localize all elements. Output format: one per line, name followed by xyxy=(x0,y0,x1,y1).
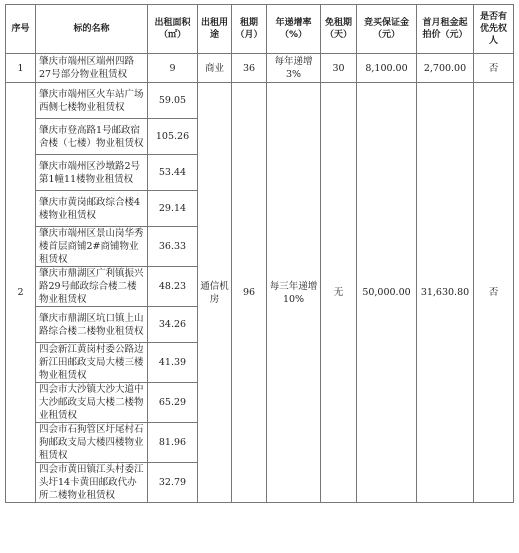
sub-item-area: 59.05 xyxy=(148,83,198,119)
header-start-price: 首月租金起拍价（元） xyxy=(417,5,474,54)
sub-item-name: 四会市黄田镇江头村委江头圩14卡黄田邮政代办所二楼物业租赁权 xyxy=(36,463,148,503)
sub-item-name: 肇庆市端州区沙墩路2号第1幢11楼物业租赁权 xyxy=(36,155,148,191)
row-free: 30 xyxy=(321,54,357,83)
row-start-price: 31,630.80 xyxy=(417,83,474,503)
table-row xyxy=(6,54,514,83)
header-increase: 年递增率（%） xyxy=(267,5,321,54)
header-free: 免租期（天） xyxy=(321,5,357,54)
sub-item-name: 肇庆市黄岗邮政综合楼4楼物业租赁权 xyxy=(36,191,148,227)
sub-item-area: 53.44 xyxy=(148,155,198,191)
row-increase: 每年递增3% xyxy=(267,54,321,83)
header-priority: 是否有优先权人 xyxy=(474,5,514,54)
sub-item-area: 32.79 xyxy=(148,463,198,503)
header-seq: 序号 xyxy=(6,5,36,54)
sub-item-name: 肇庆市鼎湖区广利镇振兴路29号邮政综合楼二楼物业租赁权 xyxy=(36,267,148,307)
header-area: 出租面积（㎡） xyxy=(148,5,198,54)
header-row xyxy=(6,5,514,54)
header-deposit: 竞买保证金（元） xyxy=(357,5,417,54)
row-increase: 每三年递增10% xyxy=(267,83,321,503)
header-term: 租期（月） xyxy=(232,5,267,54)
sub-item-area: 34.26 xyxy=(148,307,198,343)
sub-item-area: 105.26 xyxy=(148,119,198,155)
sub-item-name: 四会市大沙镇大沙大道中大沙邮政支局大楼二楼物业租赁权 xyxy=(36,383,148,423)
sub-item-name: 四会市石狗管区圩尾村石狗邮政支局大楼四楼物业租赁权 xyxy=(36,423,148,463)
row-priority: 否 xyxy=(474,54,514,83)
row-start-price: 2,700.00 xyxy=(417,54,474,83)
row-use: 通信机房 xyxy=(198,83,232,503)
sub-item-name: 肇庆市端州区景山岗华秀楼首层商铺2#商铺物业租赁权 xyxy=(36,227,148,267)
row-seq: 2 xyxy=(6,83,36,503)
sub-item-name: 四会新江黄岗村委公路边新江田邮政支局大楼三楼物业租赁权 xyxy=(36,343,148,383)
row-term: 36 xyxy=(232,54,267,83)
row-free: 无 xyxy=(321,83,357,503)
sub-item-name: 肇庆市鼎湖区坑口镇上山路综合楼二楼物业租赁权 xyxy=(36,307,148,343)
auction-table-page xyxy=(5,4,513,549)
sub-item-name: 肇庆市端州区火车站广场西侧七楼物业租赁权 xyxy=(36,83,148,119)
header-name: 标的名称 xyxy=(36,5,148,54)
row-deposit: 50,000.00 xyxy=(357,83,417,503)
sub-item-area: 81.96 xyxy=(148,423,198,463)
sub-item-area: 48.23 xyxy=(148,267,198,307)
row-deposit: 8,100.00 xyxy=(357,54,417,83)
lease-auction-table xyxy=(5,4,514,503)
sub-item-area: 41.39 xyxy=(148,343,198,383)
sub-item-area: 65.29 xyxy=(148,383,198,423)
sub-item-area: 36.33 xyxy=(148,227,198,267)
sub-item-name: 肇庆市登高路1号邮政宿舍楼（七楼）物业租赁权 xyxy=(36,119,148,155)
row-use: 商业 xyxy=(198,54,232,83)
table-row xyxy=(6,83,514,119)
row-term: 96 xyxy=(232,83,267,503)
row-name: 肇庆市端州区端州四路27号部分物业租赁权 xyxy=(36,54,148,83)
row-seq: 1 xyxy=(6,54,36,83)
row-area: 9 xyxy=(148,54,198,83)
header-use: 出租用途 xyxy=(198,5,232,54)
sub-item-area: 29.14 xyxy=(148,191,198,227)
row-priority: 否 xyxy=(474,83,514,503)
